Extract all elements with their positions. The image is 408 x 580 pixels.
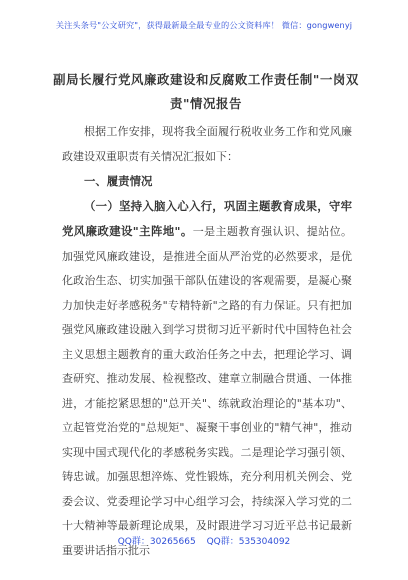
header-banner: 关注头条号"公文研究"，获得最新最全最专业的公文资料库！ 微信：gongwenyj <box>55 20 353 30</box>
document-title: 副局长履行党风廉政建设和反腐败工作责任制"一岗双责"情况报告 <box>53 72 359 111</box>
subsection-paragraph <box>62 194 352 564</box>
subsection-heading: （一）坚持入脑入心入行，巩固主题教育成果，守牢党风廉政建设"主阵地"。 <box>62 198 352 238</box>
section-heading: 一、履责情况 <box>84 174 153 188</box>
intro-paragraph: 根据工作安排，现将我全面履行税收业务工作和党风廉政建设双重职责有关情况汇报如下： <box>62 125 352 163</box>
footer-qq-group-1: QQ群：30265665 <box>117 537 196 547</box>
footer-qq-group-2: QQ群：535304092 <box>206 537 291 547</box>
subsection-body: 一是主题教育强认识、提站位。加强党风廉政建设，是推进全面从严治党的必然要求，是优化政治生态、切实加强干部队伍建设的客观需要，是凝心聚力加快走好孝感税务"专精特新"之路的有力保证。只有把加强党风廉政建设融入到学习贯彻习近平新时代中国特色社会主义思想主题教育的重大政治任务之中去，把理论学习、调查研究、推动发展、检视整改、建章立制融合贯通、一体推进，才能挖紧思想的"总开关"、练就政治理论的"基本功"、立起管党治党的"总规矩"、凝聚干事创业的"精气神"，推动实现中国式现代化的孝感税务实践。二是理论学习强引领、铸忠诚。加强思想淬炼、党性锻炼，充分利用机关例会、党委会议、党委理论学习中心组学习会，持续深入学习党的二十大精神等最新理论成果，及时跟进学习习近平总书记最新重要讲话指示批示 <box>62 225 353 557</box>
footer-contacts <box>0 534 408 547</box>
document-body <box>62 120 352 563</box>
